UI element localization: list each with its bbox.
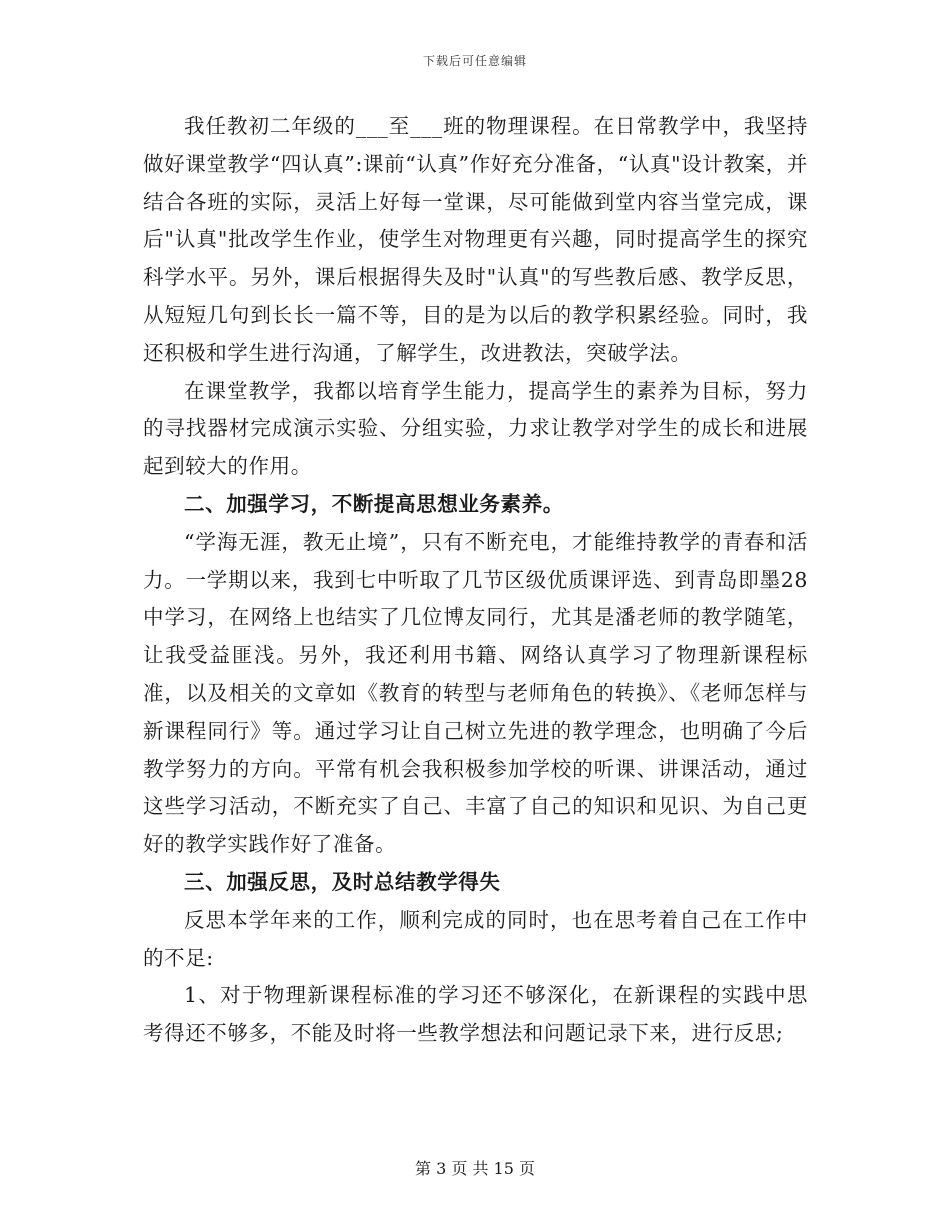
paragraph-classroom-teaching: 在课堂教学，我都以培育学生能力，提高学生的素养为目标，努力的寻找器材完成演示实验、分组实验，力求让教学对学生的成长和进展起到较大的作用。 xyxy=(143,378,808,479)
section-heading-study: 二、加强学习，不断提高思想业务素养。 xyxy=(184,491,564,516)
paragraph-shortcoming-1: 1、对于物理新课程标准的学习还不够深化，在新课程的实践中思考得还不够多，不能及时将一些教学想法和问题记录下来，进行反思; xyxy=(143,983,808,1046)
page-header: 下载后可任意编辑 xyxy=(422,54,527,68)
document-body xyxy=(143,108,808,1053)
paragraph-teaching-work: 我任教初二年级的___至___班的物理课程。在日常教学中，我坚持做好课堂教学“四认真”:课前“认真”作好充分准备，“认真"设计教案，并结合各班的实际，灵活上好每一堂课，尽可能做到堂内容当堂完成，课后"认真"批改学生作业，使学生对物理更有兴趣，同时提高学生的探究科学水平。另外，课后根据得失及时"认真"的写些教后感、教学反思，从短短几句到长长一篇不等，目的是为以后的教学积累经验。同时，我还积极和学生进行沟通，了解学生，改进教法，突破学法。 xyxy=(143,114,808,365)
paragraph-study: “学海无涯，教无止境”，只有不断充电，才能维持教学的青春和活力。一学期以来，我到七中听取了几节区级优质课评选、到青岛即墨28中学习，在网络上也结实了几位博友同行，尤其是潘老师的教学随笔，让我受益匪浅。另外，我还利用书籍、网络认真学习了物理新课程标准，以及相关的文章如《教育的转型与老师角色的转换》、《老师怎样与新课程同行》等。通过学习让自己树立先进的教学理念，也明确了今后教学努力的方向。平常有机会我积极参加学校的听课、讲课活动，通过这些学习活动，不断充实了自己、丰富了自己的知识和见识、为自己更好的教学实践作好了准备。 xyxy=(143,529,808,857)
paragraph-reflection: 反思本学年来的工作，顺利完成的同时，也在思考着自己在工作中的不足: xyxy=(143,907,808,970)
page-number: 第 3 页 共 15 页 xyxy=(415,1159,535,1178)
section-heading-reflection: 三、加强反思，及时总结教学得失 xyxy=(184,869,501,894)
